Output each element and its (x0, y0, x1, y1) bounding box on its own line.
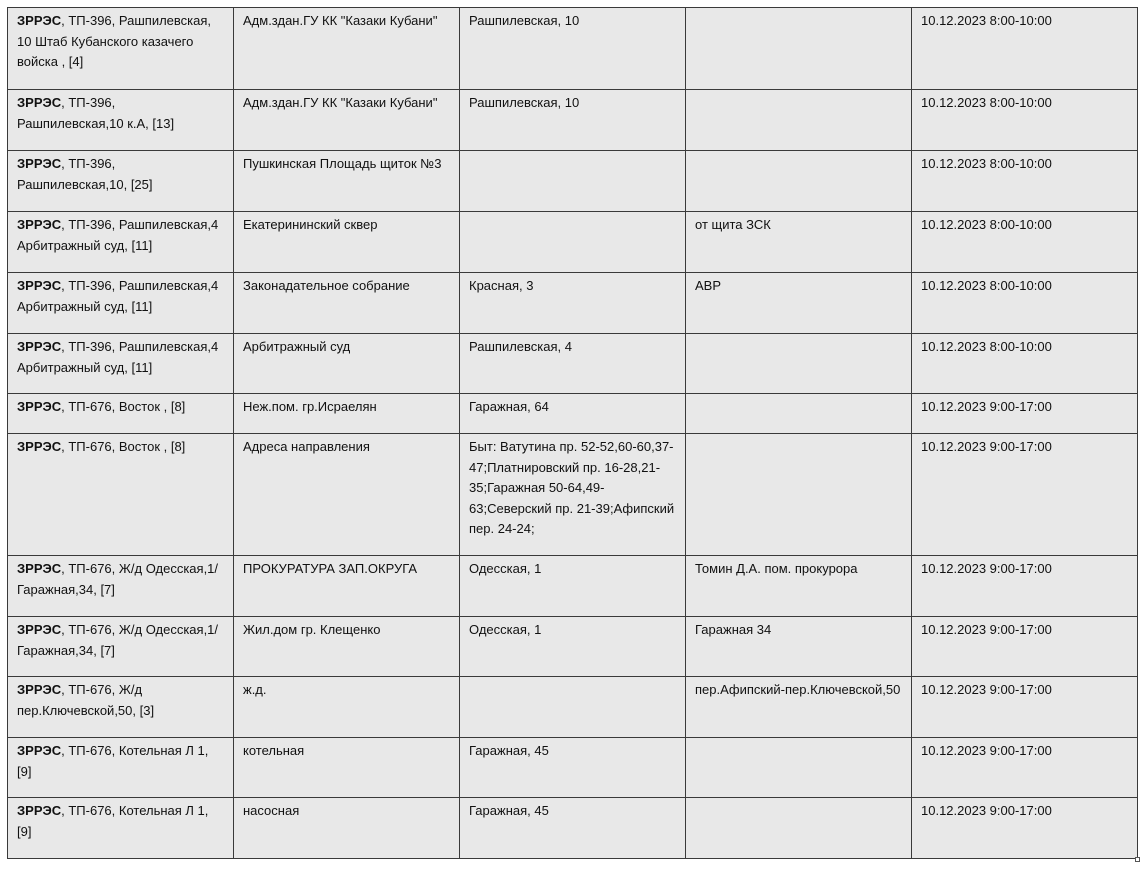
note-cell (686, 738, 912, 798)
time-cell: 10.12.2023 9:00-17:00 (912, 677, 1138, 738)
table-row (8, 151, 1138, 212)
address-cell: Красная, 3 (460, 273, 686, 334)
consumer-cell: Адм.здан.ГУ КК "Казаки Кубани" (234, 8, 460, 90)
note-cell (686, 394, 912, 434)
consumer-cell: Адм.здан.ГУ КК "Казаки Кубани" (234, 90, 460, 151)
source-text: , ТП-676, Восток , [8] (61, 399, 186, 414)
table-row (8, 434, 1138, 556)
res-name: ЗРРЭС (17, 339, 62, 354)
note-cell (686, 334, 912, 394)
address-cell: Рашпилевская, 10 (460, 8, 686, 90)
consumer-cell: Неж.пом. гр.Исраелян (234, 394, 460, 434)
address-cell (460, 212, 686, 273)
source-text: , ТП-676, Ж/д Одесская,1/ Гаражная,34, [7] (17, 622, 219, 658)
consumer-cell: Екатерининский сквер (234, 212, 460, 273)
time-cell: 10.12.2023 9:00-17:00 (912, 738, 1138, 798)
time-cell: 10.12.2023 9:00-17:00 (912, 394, 1138, 434)
address-cell: Быт: Ватутина пр. 52-52,60-60,37-47;Платнировский пр. 16-28,21-35;Гаражная 50-64,49-63;Северский пр. 21-39;Афипский пер. 24-24; (460, 434, 686, 556)
note-cell: Томин Д.А. пом. прокурора (686, 556, 912, 617)
consumer-cell: ПРОКУРАТУРА ЗАП.ОКРУГА (234, 556, 460, 617)
res-name: ЗРРЭС (17, 682, 62, 697)
outage-table-body (8, 8, 1138, 859)
note-cell (686, 151, 912, 212)
note-cell: Гаражная 34 (686, 617, 912, 677)
table-row (8, 798, 1138, 859)
res-name: ЗРРЭС (17, 217, 62, 232)
res-name: ЗРРЭС (17, 743, 62, 758)
source-text: , ТП-396, Рашпилевская,4 Арбитражный суд, [11] (17, 217, 219, 253)
source-cell (8, 212, 234, 273)
res-name: ЗРРЭС (17, 561, 62, 576)
table-row (8, 212, 1138, 273)
address-cell: Одесская, 1 (460, 617, 686, 677)
address-cell: Рашпилевская, 4 (460, 334, 686, 394)
time-cell: 10.12.2023 8:00-10:00 (912, 273, 1138, 334)
time-cell: 10.12.2023 8:00-10:00 (912, 212, 1138, 273)
source-text: , ТП-396, Рашпилевская,10 к.А, [13] (17, 95, 175, 131)
table-row (8, 394, 1138, 434)
source-cell (8, 677, 234, 738)
source-text: , ТП-396, Рашпилевская,4 Арбитражный суд, [11] (17, 339, 219, 375)
note-cell (686, 8, 912, 90)
source-text: , ТП-676, Ж/д Одесская,1/ Гаражная,34, [7] (17, 561, 219, 597)
source-cell (8, 8, 234, 90)
address-cell: Гаражная, 64 (460, 394, 686, 434)
outage-table (7, 7, 1138, 859)
consumer-cell: Жил.дом гр. Клещенко (234, 617, 460, 677)
consumer-cell: ж.д. (234, 677, 460, 738)
table-row (8, 556, 1138, 617)
consumer-cell: Законадательное собрание (234, 273, 460, 334)
source-cell (8, 394, 234, 434)
table-row (8, 334, 1138, 394)
table-end-marker (1135, 857, 1140, 862)
consumer-cell: Арбитражный суд (234, 334, 460, 394)
address-cell: Гаражная, 45 (460, 738, 686, 798)
note-cell (686, 798, 912, 859)
table-row (8, 738, 1138, 798)
source-text: , ТП-396, Рашпилевская,4 Арбитражный суд, [11] (17, 278, 219, 314)
res-name: ЗРРЭС (17, 622, 62, 637)
source-text: , ТП-676, Котельная Л 1, [9] (17, 743, 209, 779)
consumer-cell: Адреса направления (234, 434, 460, 556)
res-name: ЗРРЭС (17, 13, 62, 28)
address-cell: Рашпилевская, 10 (460, 90, 686, 151)
note-cell: пер.Афипский-пер.Ключевской,50 (686, 677, 912, 738)
source-cell (8, 334, 234, 394)
time-cell: 10.12.2023 9:00-17:00 (912, 798, 1138, 859)
consumer-cell: Пушкинская Площадь щиток №3 (234, 151, 460, 212)
time-cell: 10.12.2023 9:00-17:00 (912, 556, 1138, 617)
res-name: ЗРРЭС (17, 156, 62, 171)
source-cell (8, 151, 234, 212)
source-cell (8, 434, 234, 556)
time-cell: 10.12.2023 8:00-10:00 (912, 151, 1138, 212)
source-text: , ТП-396, Рашпилевская,10, [25] (17, 156, 153, 192)
table-row (8, 90, 1138, 151)
table-row (8, 273, 1138, 334)
time-cell: 10.12.2023 8:00-10:00 (912, 334, 1138, 394)
res-name: ЗРРЭС (17, 95, 62, 110)
time-cell: 10.12.2023 9:00-17:00 (912, 434, 1138, 556)
time-cell: 10.12.2023 8:00-10:00 (912, 90, 1138, 151)
consumer-cell: котельная (234, 738, 460, 798)
table-row (8, 8, 1138, 90)
res-name: ЗРРЭС (17, 399, 62, 414)
time-cell: 10.12.2023 9:00-17:00 (912, 617, 1138, 677)
address-cell: Одесская, 1 (460, 556, 686, 617)
source-cell (8, 738, 234, 798)
source-cell (8, 798, 234, 859)
note-cell (686, 434, 912, 556)
res-name: ЗРРЭС (17, 803, 62, 818)
table-row (8, 677, 1138, 738)
address-cell (460, 151, 686, 212)
source-cell (8, 273, 234, 334)
address-cell (460, 677, 686, 738)
table-row (8, 617, 1138, 677)
source-cell (8, 556, 234, 617)
note-cell: АВР (686, 273, 912, 334)
consumer-cell: насосная (234, 798, 460, 859)
source-cell (8, 90, 234, 151)
address-cell: Гаражная, 45 (460, 798, 686, 859)
time-cell: 10.12.2023 8:00-10:00 (912, 8, 1138, 90)
note-cell (686, 90, 912, 151)
res-name: ЗРРЭС (17, 278, 62, 293)
source-cell (8, 617, 234, 677)
source-text: , ТП-676, Котельная Л 1, [9] (17, 803, 209, 839)
source-text: , ТП-676, Ж/д пер.Ключевской,50, [3] (17, 682, 155, 718)
source-text: , ТП-396, Рашпилевская, 10 Штаб Кубанского казачего войска , [4] (17, 13, 212, 69)
res-name: ЗРРЭС (17, 439, 62, 454)
source-text: , ТП-676, Восток , [8] (61, 439, 186, 454)
note-cell: от щита ЗСК (686, 212, 912, 273)
